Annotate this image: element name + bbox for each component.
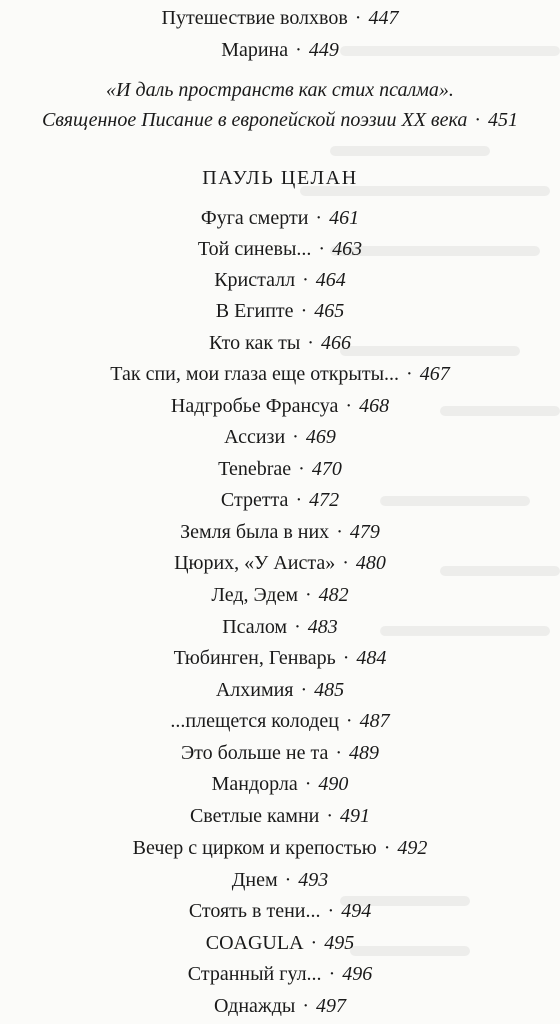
toc-entry <box>0 804 560 828</box>
toc-entry <box>0 268 560 292</box>
entry-title: Марина <box>221 39 289 61</box>
toc-entry <box>0 206 560 230</box>
entry-title: «И даль пространств как стих псалма». <box>106 79 454 101</box>
separator-dot: · <box>300 300 308 322</box>
page-number: 479 <box>349 521 380 543</box>
page-number: 491 <box>340 805 371 827</box>
toc-entry <box>0 772 560 796</box>
page-number: 480 <box>355 552 386 574</box>
entry-title: Алхимия <box>215 679 294 701</box>
page-number: 492 <box>397 837 428 859</box>
entry-title: Фуга смерти <box>200 207 309 229</box>
separator-dot: · <box>292 426 299 448</box>
toc-entry <box>0 868 560 892</box>
page-number: 490 <box>318 773 349 795</box>
separator-dot: · <box>342 647 350 669</box>
entry-title: В Египте <box>215 300 294 322</box>
separator-dot: · <box>304 584 312 606</box>
entry-title: ...плещется колодец <box>170 710 339 732</box>
separator-dot: · <box>304 773 312 795</box>
page-number: 493 <box>298 869 329 891</box>
separator-dot: · <box>295 489 303 511</box>
toc-entry <box>0 646 560 670</box>
page-number: 464 <box>315 269 346 291</box>
separator-dot: · <box>294 616 301 638</box>
page-number: 470 <box>311 458 342 480</box>
separator-dot: · <box>307 332 314 354</box>
toc-entry <box>0 237 560 261</box>
entry-title: COAGULA <box>205 932 304 954</box>
page-number: 495 <box>324 932 355 954</box>
entry-title: Священное Писание в европейской поэзии XX века <box>41 109 468 131</box>
separator-dot: · <box>326 805 334 827</box>
entry-title: Цюрих, «У Аиста» <box>174 552 336 574</box>
toc-entry <box>0 994 560 1018</box>
entry-title: Светлые камни <box>189 805 320 827</box>
page-number: 494 <box>341 900 372 922</box>
toc-entry <box>0 6 560 30</box>
page-number: 468 <box>359 395 390 417</box>
toc-entry <box>0 331 560 355</box>
entry-title: Мандорла <box>211 773 298 795</box>
entry-title: Кто как ты <box>209 332 301 354</box>
toc-entry <box>0 931 560 955</box>
toc-entry <box>0 678 560 702</box>
toc-entry <box>0 962 560 986</box>
page-number: 469 <box>305 426 336 448</box>
page-number: 485 <box>314 679 345 701</box>
separator-dot: · <box>310 932 318 954</box>
toc-entry <box>0 899 560 923</box>
page-number: 463 <box>332 238 363 260</box>
separator-dot: · <box>300 679 308 701</box>
toc-entry <box>0 551 560 575</box>
entry-title: Надгробье Франсуа <box>170 395 339 417</box>
toc-entry <box>0 583 560 607</box>
toc-entry <box>0 457 560 481</box>
page-number: 461 <box>329 207 360 229</box>
entry-title: Tenebrae <box>218 458 292 480</box>
toc-entry <box>0 394 560 418</box>
separator-dot: · <box>342 552 349 574</box>
toc-entry <box>0 488 560 512</box>
separator-dot: · <box>474 109 482 131</box>
page-number: 497 <box>316 995 347 1017</box>
entry-title: Той синевы... <box>197 238 312 260</box>
page-number: 472 <box>309 489 340 511</box>
separator-dot: · <box>318 238 326 260</box>
toc-entry <box>0 836 560 860</box>
page-number: 482 <box>318 584 349 606</box>
toc-entry <box>0 425 560 449</box>
page-number: 487 <box>359 710 390 732</box>
toc-entry <box>0 362 560 386</box>
page-number: 449 <box>308 39 339 61</box>
page-number: 496 <box>342 963 373 985</box>
toc-entry <box>0 741 560 765</box>
separator-dot: · <box>354 7 362 29</box>
entry-title: Однажды <box>213 995 296 1017</box>
toc-entry <box>0 615 560 639</box>
entry-title: Лед, Эдем <box>211 584 298 606</box>
separator-dot: · <box>406 363 413 385</box>
separator-dot: · <box>345 395 353 417</box>
toc-entry <box>0 709 560 733</box>
separator-dot: · <box>295 39 302 61</box>
toc-entry <box>0 520 560 544</box>
page-number: 467 <box>419 363 450 385</box>
separator-dot: · <box>298 458 305 480</box>
entry-title: Вечер с цирком и крепостью <box>132 837 377 859</box>
entry-title: Странный гул... <box>187 963 322 985</box>
separator-dot: · <box>315 207 323 229</box>
separator-dot: · <box>335 742 343 764</box>
essay-title-line-1 <box>0 78 560 102</box>
toc-entry <box>0 299 560 323</box>
separator-dot: · <box>284 869 292 891</box>
entry-title: Тюбинген, Генварь <box>173 647 336 669</box>
page-number: 484 <box>356 647 387 669</box>
entry-title: Земля была в них <box>180 521 330 543</box>
page-number: 483 <box>307 616 338 638</box>
toc-entry <box>0 108 560 132</box>
separator-dot: · <box>336 521 343 543</box>
separator-dot: · <box>383 837 391 859</box>
section-heading <box>0 166 560 190</box>
entry-title: Это больше не та <box>180 742 329 764</box>
entry-title: Стретта <box>220 489 289 511</box>
entry-title: Ассизи <box>224 426 286 448</box>
page-number: 465 <box>314 300 345 322</box>
separator-dot: · <box>345 710 353 732</box>
page-number: 451 <box>488 109 519 131</box>
page-number: 489 <box>349 742 380 764</box>
page-number: 466 <box>320 332 351 354</box>
separator-dot: · <box>327 900 335 922</box>
separator-dot: · <box>302 269 309 291</box>
separator-dot: · <box>328 963 336 985</box>
entry-title: Днем <box>231 869 278 891</box>
entry-title: Путешествие волхвов <box>161 7 348 29</box>
entry-title: Псалом <box>222 616 288 638</box>
entry-title: Кристалл <box>214 269 296 291</box>
page-number: 447 <box>368 7 399 29</box>
separator-dot: · <box>302 995 310 1017</box>
entry-title: Стоять в тени... <box>188 900 321 922</box>
author-name: ПАУЛЬ ЦЕЛАН <box>202 167 358 189</box>
toc-entry <box>0 38 560 62</box>
entry-title: Так спи, мои глаза еще открыты... <box>110 363 400 385</box>
